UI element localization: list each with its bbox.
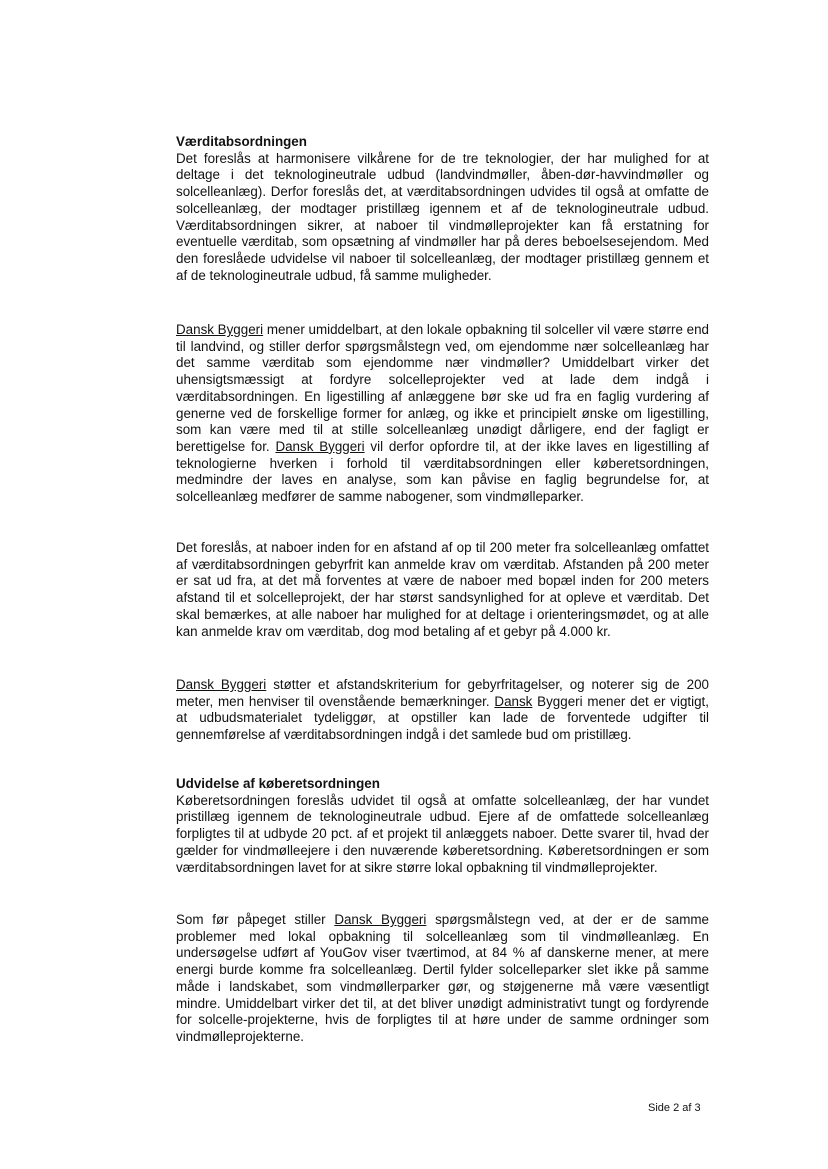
page-number: Side 2 af 3 [648,1102,701,1114]
section-heading: Udvidelse af køberetsordningen [176,776,380,791]
paragraph-text: spørgsmålstegn ved, at der er de samme problemer med lokal opbakning til solcelleanlæg som til vindmølleanlæg. En undersøgelse udført af YouGov viser tværtimod, at 84 % af danskerne mener, at mere energi burde komme fra solcelleanlæg. Dertil fylder solcelleparker slet ikke på samme måde i landskabet, som vindmøllerparker gør, og støjgenerne må være væsentligt mindre. Umiddelbart virker det til, at det bliver unødigt administrativt tungt og fordyrende for solcelle-projekterne, hvis de forpligtes til at høre under de samme ordninger som vindmølleprojekterne. [176,912,709,1044]
paragraph-text: Det foreslås, at naboer inden for en afstand af op til 200 meter fra solcelleanlæg omfattet af værditabsordningen gebyrfrit kan anmelde krav om værditab. Afstanden på 200 meter er sat ud fra, at det må forventes at være de naboer med bopæl inden for 200 meters afstand til et solcelleprojekt, der har størst sandsynlighed for at opleve et værditab. Det skal bemærkes, at alle naboer har mulighed for at deltage i orienteringsmødet, og at alle kan anmelde krav om værditab, dog mod betaling af et gebyr på 4.000 kr. [176,540,709,639]
paragraph-text: Som før påpeget stiller [176,912,335,927]
organization-link: Dansk Byggeri [334,912,427,927]
paragraph-text: støtter et afstandskriterium for gebyrfritagelser, og noterer sig de 200 meter, men henviser til ovenstående bemærkninger. [176,677,709,709]
paragraph [176,540,709,640]
section-koeberet [176,776,709,876]
paragraph-text: mener umiddelbart, at den lokale opbakning til solceller vil være større end til landvind, og stiller derfor spørgsmålstegn ved, om ejendomme nær solcelleanlæg har det samme værditab som ejendomme nær vindmøller? Umiddelbart virker det uhensigtsmæssigt at fordyre solcelleprojekter ved at lade dem indgå i værditabsordningen. En ligestilling af anlæggene bør ske ud fra en faglig vurdering af generne ved de forskellige former for anlæg, og ikke et principielt ønske om ligestilling, som kan være med til at stille solcelleanlæg unødigt dårligere, end der fagligt er berettigelse for. [176,322,709,454]
organization-link: Dansk Byggeri [176,322,264,337]
section-heading: Værditabsordningen [176,134,307,149]
paragraph [176,322,709,506]
paragraph [176,912,709,1046]
paragraph: Det foreslås at harmonisere vilkårene for de tre teknologier, der har mulighed for at deltage i det teknologineutrale udbud (landvindmøller, åben-dør-havvindmøller og solcelleanlæg). Derfor foreslås det, at værditabsordningen udvides til også at omfatte de solcelleanlæg, der modtager pristillæg igennem et af de teknologineutrale udbud. Værditabsordningen sikrer, at naboer til vindmølleprojekter kan få erstatning for eventuelle værditab, som opsætning af vindmøller har på deres beboelsesejendom. Med den foreslåede udvidelse vil naboer til solcelleanlæg, der modtager pristillæg gennem et af de teknologineutrale udbud, få samme muligheder. [176,150,709,283]
paragraph-text: vil derfor opfordre til, at der ikke laves en ligestilling af teknologierne hverken i forhold til værditabsordningen eller køberetsordningen, medmindre der laves en analyse, som kan påvise en faglig begrundelse for, at solcelleanlæg medfører de samme nabogener, som vindmølleparker. [176,438,709,505]
organization-link: Dansk [494,693,533,709]
section-vaerditab [176,134,709,284]
organization-link: Dansk Byggeri [275,438,365,454]
organization-link: Dansk Byggeri [176,677,267,692]
paragraph: Køberetsordningen foreslås udvidet til også at omfatte solcelleanlæg, der har vundet pristillæg igennem de teknologineutrale udbud. Ejere af de omfattede solcelleanlæg forpligtes til at udbyde 20 pct. af et projekt til anlæggets naboer. Dette svarer til, hvad der gælder for vindmølleejere i den nuværende køberetsordning. Køberetsordningen er som værditabsordningen lavet for at sikre større lokal opbakning til vindmølleprojekter. [176,792,709,875]
paragraph [176,677,709,744]
paragraph-text: Byggeri mener det er vigtigt, at udbudsmaterialet tydeliggør, at opstiller kan lade de forventede udgifter til gennemførelse af værditabsordningen indgå i det samlede bud om pristillæg. [176,693,709,743]
